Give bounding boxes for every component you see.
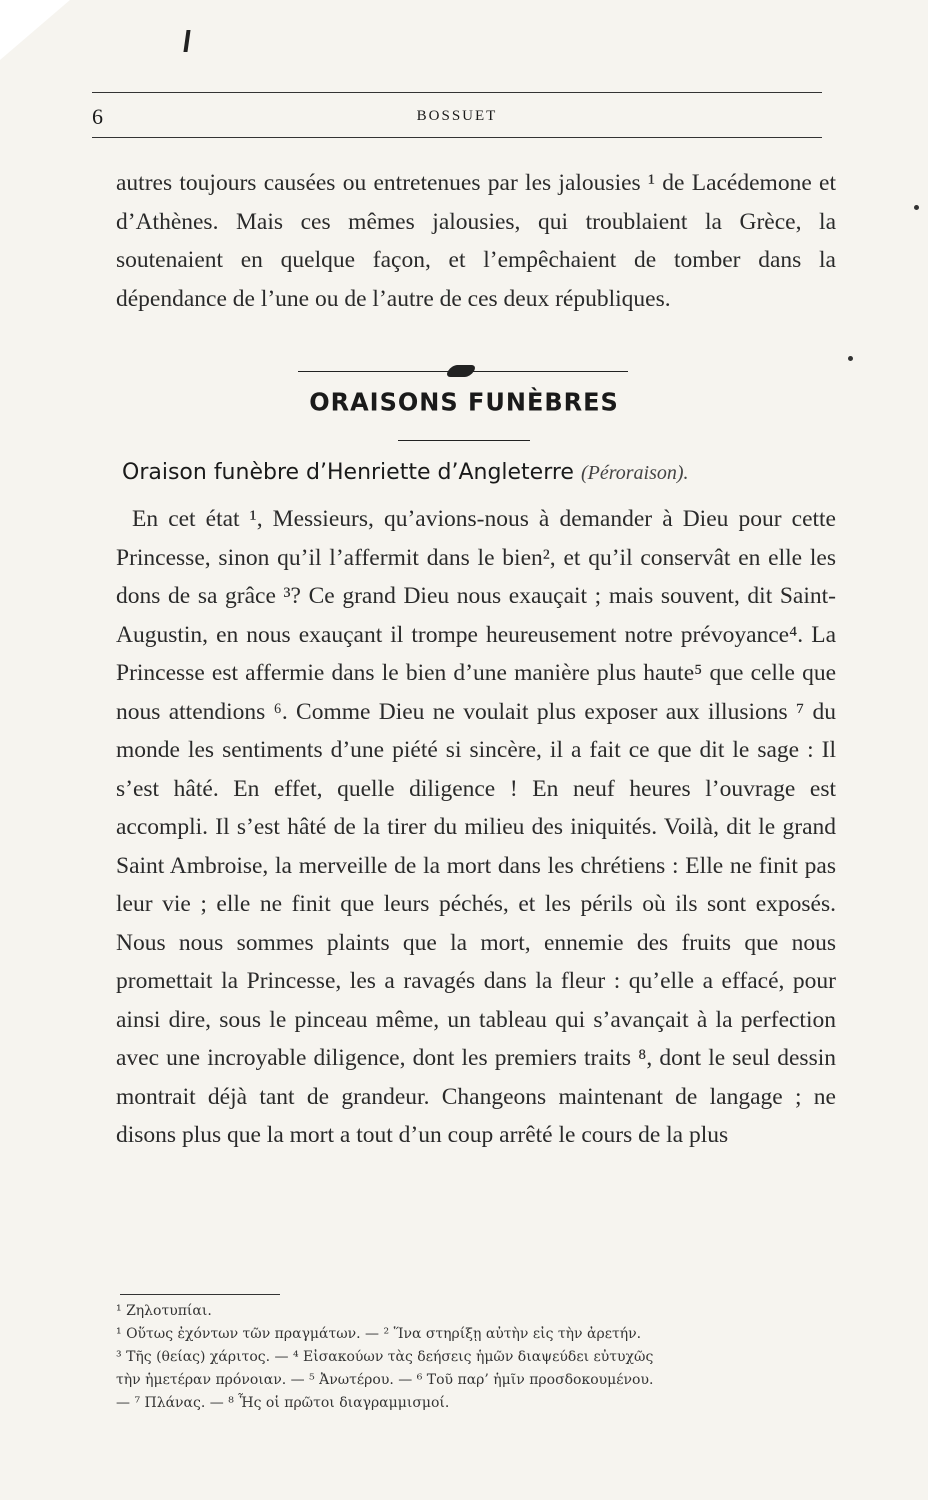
- body-text-block: [116, 500, 836, 1155]
- ink-dot: [914, 205, 919, 210]
- subtitle-note: (Péroraison).: [580, 462, 689, 484]
- subtitle: [122, 460, 842, 485]
- ink-dot: [848, 356, 853, 361]
- footnotes: [116, 1300, 856, 1415]
- footnote-line: — ⁷ Πλάνας. — ⁸ Ἧς οἱ πρῶτοι διαγραμμισμοί.: [116, 1395, 450, 1411]
- page-number: 6: [92, 104, 103, 129]
- footnote-line: ¹ Ζηλοτυπίαι.: [116, 1303, 212, 1319]
- header-rule-top: [92, 92, 822, 93]
- body-paragraph: En cet état ¹, Messieurs, qu’avions-nous à demander à Dieu pour cette Princesse, sinon qu’il l’affermit dans le bien², et qu’il conservât en elle les dons de sa grâce ³? Ce grand Dieu nous exauçait ; mais souvent, dit Saint-Augustin, en nous exauçant il trompe heureusement notre prévoyance⁴. La Princesse est affermie dans le bien d’une manière plus haute⁵ que celle que nous attendions ⁶. Comme Dieu ne voulait plus exposer aux illusions ⁷ du monde les sentiments d’une piété si sincère, il a fait ce que dit le sage : Il s’est hâté. En effet, quelle diligence ! En neuf heures l’ouvrage est accompli. Il s’est hâté de la tirer du milieu des iniquités. Voilà, dit le grand Saint Ambroise, la merveille de la mort dans les chrétiens : Elle ne finit pas leur vie ; elle ne finit que leurs péchés, et les périls où ils sont exposés. Nous nous sommes plaints que la mort, ennemie des fruits que nous promettait la Princesse, les a ravagés dans la fleur : qu’elle a effacé, pour ainsi dire, sous le pinceau même, un tableau qui s’avançait à la perfection avec une incroyable diligence, dont les premiers traits ⁸, dont le seul dessin montrait déjà tant de grandeur. Changeons maintenant de langage ; ne disons plus que la mort a tout d’un coup arrêté le cours de la plus: [116, 506, 836, 1148]
- torn-corner: [0, 0, 70, 60]
- ornament-rule: [298, 368, 628, 376]
- header-rule-bottom: [92, 137, 822, 138]
- subtitle-text: Oraison funèbre d’Henriette d’Angleterre: [122, 460, 574, 485]
- footnote-line: ³ Τῆς (θείας) χάριτος. — ⁴ Εἰσακούων τὰς δεήσεις ἡμῶν διαψεύδει εὐτυχῶς: [116, 1349, 654, 1365]
- title-rule: [398, 440, 530, 441]
- lead-text-block: [116, 164, 836, 318]
- footnote-rule: [120, 1294, 280, 1295]
- running-head: [92, 104, 822, 130]
- footnote-line: τὴν ἡμετέραν πρόνοιαν. — ⁵ Ἀνωτέρου. — ⁶ Τοῦ παρ’ ἡμῖν προσδοκουμένου.: [116, 1372, 654, 1388]
- running-title: BOSSUET: [416, 108, 498, 124]
- ink-mark: [183, 30, 190, 52]
- section-title: ORAISONS FUNÈBRES: [309, 387, 619, 417]
- footnote-line: ¹ Οὕτως ἐχόντων τῶν πραγμάτων. — ² Ἵνα στηρίξῃ αὐτὴν εἰς τὴν ἀρετήν.: [116, 1326, 642, 1342]
- lead-paragraph: autres toujours causées ou entretenues par les jalousies ¹ de Lacédemone et d’Athènes. Mais ces mêmes jalousies, qui troublaient la Grèce, la soutenaient en quelque façon, et l’empêchaient de tomber dans la dépendance de l’une ou de l’autre de ces deux républiques.: [116, 170, 836, 312]
